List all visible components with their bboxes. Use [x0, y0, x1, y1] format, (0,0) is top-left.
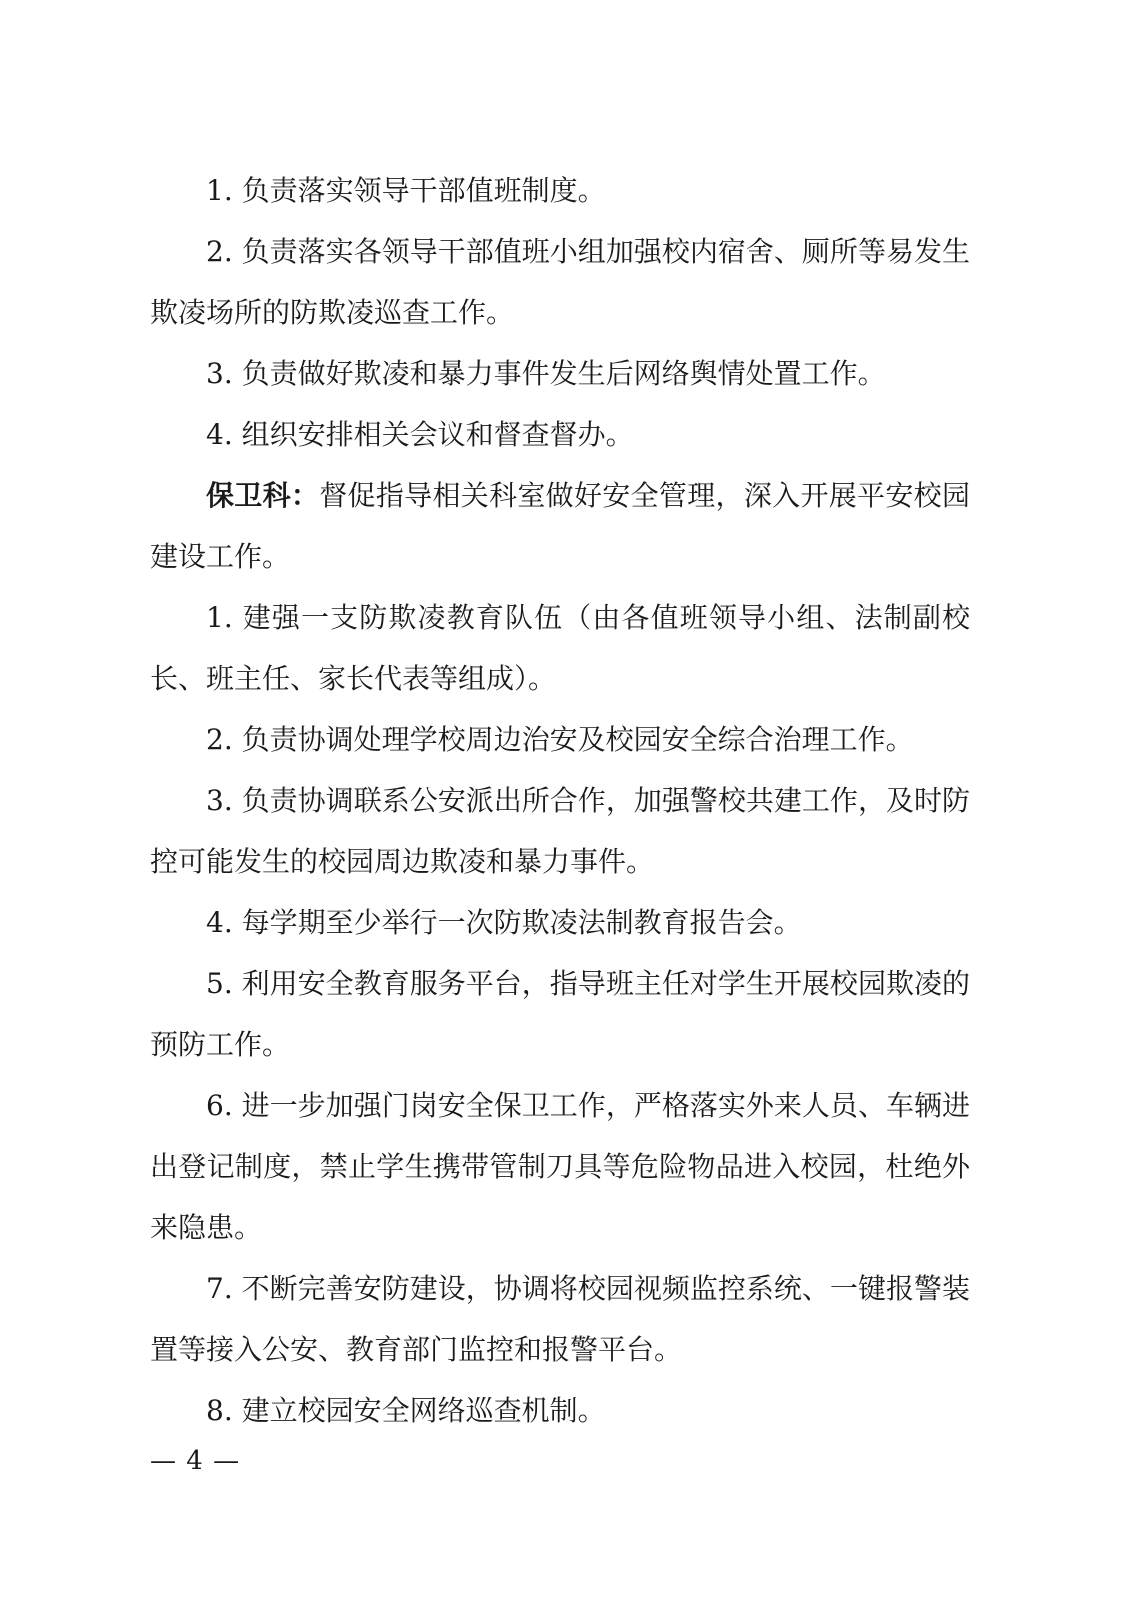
list-item: 8. 建立校园安全网络巡查机制。 — [206, 1394, 606, 1427]
list-item: 3. 负责协调联系公安派出所合作，加强警校共建工作，及时防控可能发生的校园周边欺凌和暴力事件。 — [150, 784, 970, 878]
section-text: 督促指导相关科室做好安全管理，深入开展平安校园建设工作。 — [150, 479, 970, 573]
list-item: 1. 负责落实领导干部值班制度。 — [206, 174, 606, 207]
list-item: 2. 负责协调处理学校周边治安及校园安全综合治理工作。 — [206, 723, 914, 756]
section-heading: 保卫科： — [206, 479, 320, 512]
list-item: 1. 建强一支防欺凌教育队伍（由各值班领导小组、法制副校长、班主任、家长代表等组成）。 — [150, 601, 970, 695]
list-item: 7. 不断完善安防建设，协调将校园视频监控系统、一键报警装置等接入公安、教育部门监控和报警平台。 — [150, 1272, 970, 1366]
list-item: 4. 每学期至少举行一次防欺凌法制教育报告会。 — [206, 906, 802, 939]
list-item: 5. 利用安全教育服务平台，指导班主任对学生开展校园欺凌的预防工作。 — [150, 967, 970, 1061]
list-item: 6. 进一步加强门岗安全保卫工作，严格落实外来人员、车辆进出登记制度，禁止学生携带管制刀具等危险物品进入校园，杜绝外来隐患。 — [150, 1089, 970, 1244]
list-item: 2. 负责落实各领导干部值班小组加强校内宿舍、厕所等易发生欺凌场所的防欺凌巡查工作。 — [150, 235, 970, 329]
list-item: 4. 组织安排相关会议和督查督办。 — [206, 418, 634, 451]
page-number: — 4 — — [150, 1446, 241, 1476]
document-body — [150, 160, 970, 1441]
section-paragraph — [150, 465, 970, 587]
list-item: 3. 负责做好欺凌和暴力事件发生后网络舆情处置工作。 — [206, 357, 886, 390]
